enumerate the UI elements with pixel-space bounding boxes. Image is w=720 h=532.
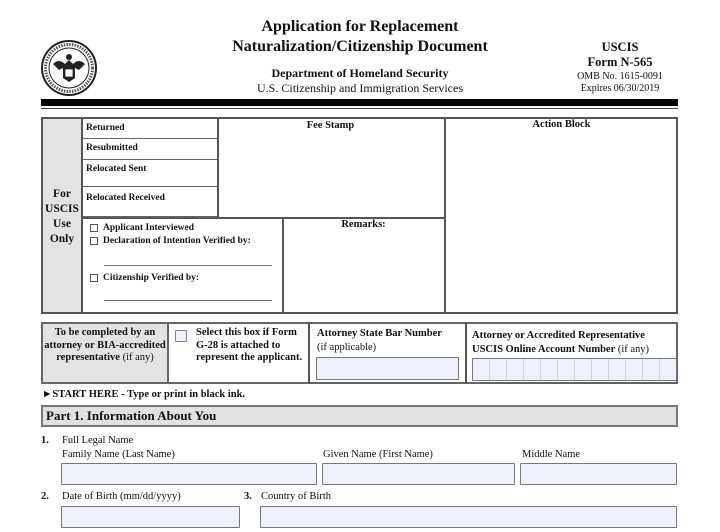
bar-number-input[interactable] bbox=[316, 357, 459, 380]
attorney-box-label bbox=[41, 322, 169, 384]
q3-number: 3. bbox=[244, 491, 252, 502]
online-account-label bbox=[472, 329, 677, 357]
status-row-relocated-sent bbox=[83, 160, 218, 187]
agency-name: U.S. Citizenship and Immigration Services bbox=[257, 81, 463, 95]
online-account-title: Attorney or Accredited Representative bbox=[472, 330, 645, 341]
bar-number-title: Attorney State Bar Number bbox=[317, 328, 442, 339]
status-label: Relocated Sent bbox=[86, 164, 147, 174]
check-label: Citizenship Verified by: bbox=[103, 273, 200, 283]
status-row-relocated-received bbox=[83, 187, 218, 217]
bar-number-label bbox=[317, 327, 467, 355]
remarks-label: Remarks: bbox=[341, 219, 386, 230]
g28-checkbox[interactable] bbox=[175, 330, 187, 342]
check-applicant-interviewed[interactable] bbox=[90, 223, 194, 233]
online-account-digit-cell[interactable] bbox=[592, 359, 609, 380]
online-account-digit-cell[interactable] bbox=[575, 359, 592, 380]
online-account-digit-cell[interactable] bbox=[558, 359, 575, 380]
online-account-note: (if any) bbox=[617, 344, 650, 355]
part1-header: Part 1. Information About You bbox=[41, 405, 678, 427]
attorney-label-note: (if any) bbox=[122, 352, 154, 363]
given-name-input[interactable] bbox=[322, 463, 515, 485]
divider bbox=[282, 217, 284, 314]
online-account-title-2: USCIS Online Account Number bbox=[472, 344, 616, 355]
q1-label: Full Legal Name bbox=[62, 435, 134, 446]
status-label: Resubmitted bbox=[86, 143, 138, 153]
middle-name-label: Middle Name bbox=[522, 449, 581, 460]
omb-number: OMB No. 1615-0091 bbox=[577, 71, 663, 82]
online-account-digit-cell[interactable] bbox=[609, 359, 626, 380]
divider bbox=[217, 117, 219, 217]
start-instructions: ►START HERE - Type or print in black ink. bbox=[42, 389, 246, 400]
divider bbox=[465, 322, 467, 384]
checkbox[interactable] bbox=[90, 224, 98, 232]
form-title-line-1: Application for Replacement bbox=[261, 18, 459, 35]
department-name: Department of Homeland Security bbox=[271, 66, 449, 80]
uscis-use-side-label bbox=[41, 117, 83, 314]
g28-label: Select this box if Form G-28 is attached to represent the applicant. bbox=[196, 327, 303, 363]
header-rule-thin bbox=[41, 108, 678, 109]
checkbox[interactable] bbox=[90, 237, 98, 245]
family-name-input[interactable] bbox=[61, 463, 317, 485]
signature-line bbox=[104, 300, 272, 301]
action-block-label: Action Block bbox=[532, 119, 591, 130]
online-account-digit-cell[interactable] bbox=[643, 359, 660, 380]
agency-short: USCIS bbox=[601, 40, 639, 54]
dob-input[interactable] bbox=[61, 506, 240, 528]
online-account-digit-cell[interactable] bbox=[524, 359, 541, 380]
attorney-label: To be completed by an attorney or BIA-accredited representative bbox=[44, 327, 166, 363]
divider bbox=[308, 322, 310, 384]
online-account-digit-cell[interactable] bbox=[490, 359, 507, 380]
signature-line bbox=[104, 265, 272, 266]
bar-number-note: (if applicable) bbox=[317, 342, 377, 353]
form-title-line-2: Naturalization/Citizenship Document bbox=[232, 38, 488, 55]
dob-label: Date of Birth (mm/dd/yyyy) bbox=[62, 491, 181, 502]
online-account-digit-cell[interactable] bbox=[660, 359, 676, 380]
check-citizenship-verified[interactable] bbox=[90, 273, 199, 283]
check-label: Applicant Interviewed bbox=[103, 223, 195, 233]
family-name-label: Family Name (Last Name) bbox=[62, 449, 175, 460]
online-account-input[interactable] bbox=[472, 358, 677, 381]
form-id-block bbox=[570, 40, 670, 70]
status-row-returned bbox=[83, 119, 218, 139]
online-account-digit-cell[interactable] bbox=[541, 359, 558, 380]
q1-number: 1. bbox=[41, 435, 49, 446]
q2-number: 2. bbox=[41, 491, 49, 502]
country-of-birth-label: Country of Birth bbox=[261, 491, 331, 502]
uscis-use-label: For USCIS Use Only bbox=[45, 188, 79, 245]
status-label: Returned bbox=[86, 123, 125, 133]
status-row-resubmitted bbox=[83, 139, 218, 160]
omb-block bbox=[570, 71, 670, 95]
status-label: Relocated Received bbox=[86, 193, 165, 203]
online-account-digit-cell[interactable] bbox=[507, 359, 524, 380]
country-of-birth-input[interactable] bbox=[260, 506, 677, 528]
divider bbox=[444, 117, 446, 314]
checkbox[interactable] bbox=[90, 274, 98, 282]
given-name-label: Given Name (First Name) bbox=[323, 449, 433, 460]
middle-name-input[interactable] bbox=[520, 463, 677, 485]
check-label: Declaration of Intention Verified by: bbox=[103, 236, 251, 246]
check-declaration-verified[interactable] bbox=[90, 236, 251, 246]
online-account-digit-cell[interactable] bbox=[626, 359, 643, 380]
expiration-date: Expires 06/30/2019 bbox=[580, 83, 660, 94]
online-account-digit-cell[interactable] bbox=[473, 359, 490, 380]
header-rule bbox=[41, 99, 678, 106]
form-number: Form N-565 bbox=[587, 55, 653, 69]
fee-stamp-label: Fee Stamp bbox=[306, 120, 355, 131]
